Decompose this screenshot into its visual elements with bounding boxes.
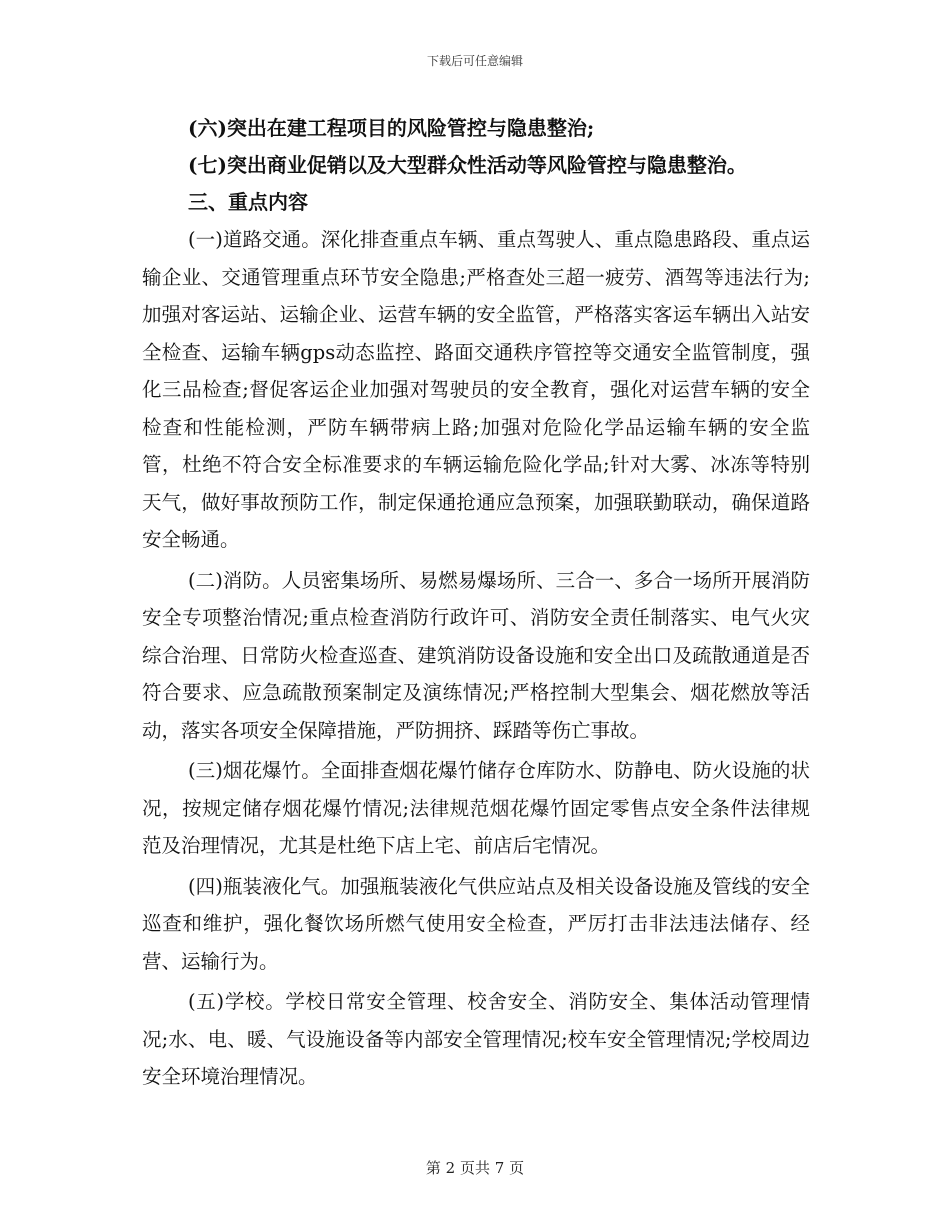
paragraph-bottled-lpg: (四)瓶装液化气。加强瓶装液化气供应站点及相关设备设施及管线的安全巡查和维护，强化餐饮场所燃气使用安全检查，严厉打击非法违法储存、经营、运输行为。 (142, 874, 810, 973)
page-header: 下载后可任意编辑 (426, 54, 523, 68)
paragraph-schools: (五)学校。学校日常安全管理、校舍安全、消防安全、集体活动管理情况;水、电、暖、气设施设备等内部安全管理情况;校车安全管理情况;学校周边安全环境治理情况。 (142, 990, 810, 1088)
heading-item-6: (六)突出在建工程项目的风险管控与隐患整治; (188, 116, 595, 140)
document-body (142, 110, 810, 1096)
paragraph-fireworks: (三)烟花爆竹。全面排查烟花爆竹储存仓库防水、防静电、防火设施的状况，按规定储存烟花爆竹情况;法律规范烟花爆竹固定零售点安全条件法律规范及治理情况，尤其是杜绝下店上宅、前店后宅情况。 (142, 759, 810, 857)
paragraph-road-traffic: (一)道路交通。深化排查重点车辆、重点驾驶人、重点隐患路段、重点运输企业、交通管理重点环节安全隐患;严格查处三超一疲劳、酒驾等违法行为;加强对客运站、运输企业、运营车辆的安全监管，严格落实客运车辆出入站安全检查、运输车辆gps动态监控、路面交通秩序管控等交通安全监管制度，强化三品检查;督促客运企业加强对驾驶员的安全教育，强化对运营车辆的安全检查和性能检测，严防车辆带病上路;加强对危险化学品运输车辆的安全监管，杜绝不符合安全标准要求的车辆运输危险化学品;针对大雾、冰冻等特别天气，做好事故预防工作，制定保通抢通应急预案，加强联勤联动，确保道路安全畅通。 (142, 228, 810, 551)
page-footer: 第 2 页共 7 页 (425, 1159, 525, 1177)
heading-item-7: (七)突出商业促销以及大型群众性活动等风险管控与隐患整治。 (188, 153, 747, 177)
paragraph-fire-safety: (二)消防。人员密集场所、易燃易爆场所、三合一、多合一场所开展消防安全专项整治情况;重点检查消防行政许可、消防安全责任制落实、电气火灾综合治理、日常防火检查巡查、建筑消防设备设施和安全出口及疏散通道是否符合要求、应急疏散预案制定及演练情况;严格控制大型集会、烟花燃放等活动，落实各项安全保障措施，严防拥挤、踩踏等伤亡事故。 (142, 568, 810, 742)
section-heading-key-content: 三、重点内容 (188, 190, 308, 214)
